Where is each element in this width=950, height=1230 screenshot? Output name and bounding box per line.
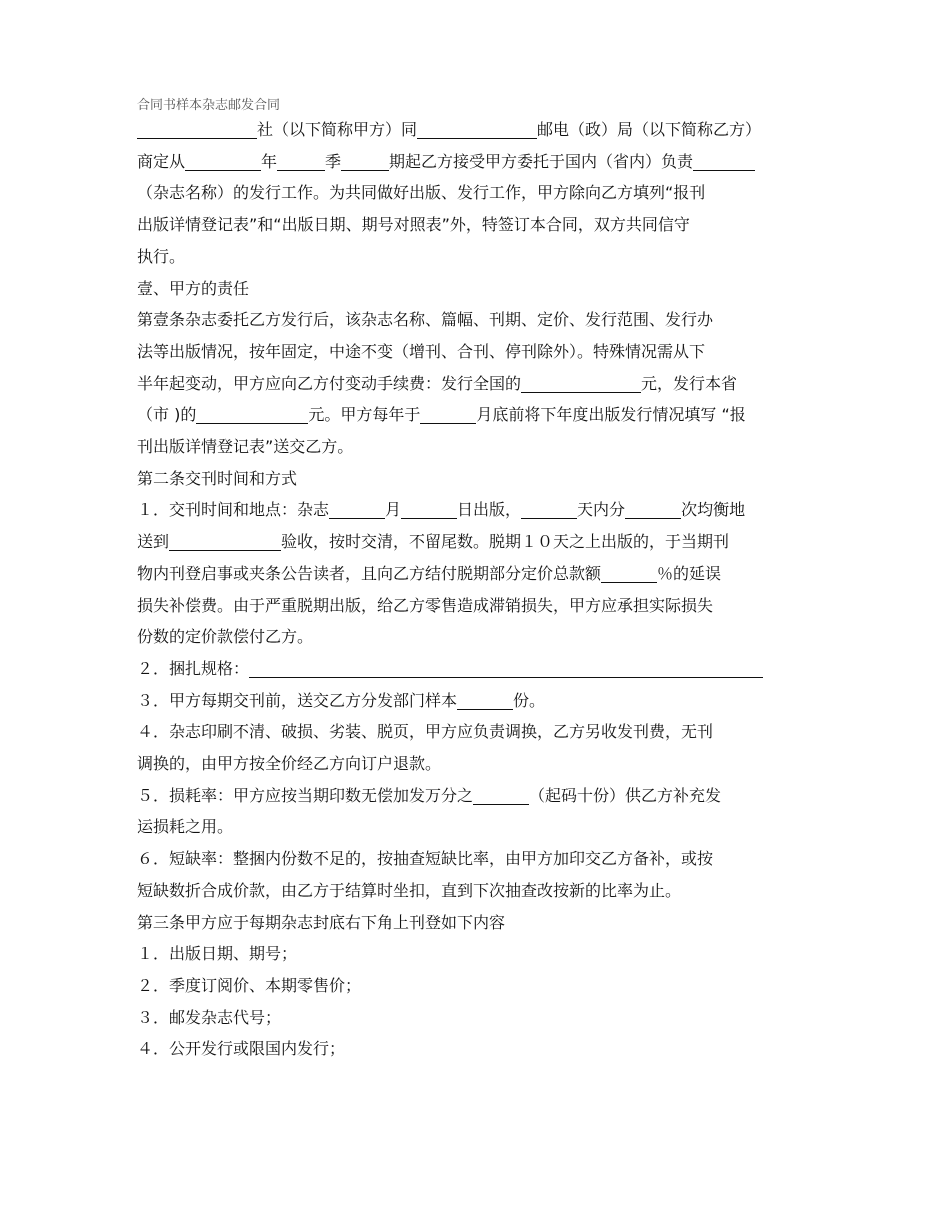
issue-blank[interactable] (341, 150, 389, 171)
sample-count-blank[interactable] (457, 689, 513, 710)
clause-line: 损失补偿费。由于严重脱期出版，给乙方零售造成滞销损失，甲方应承担实际损失 (137, 595, 714, 615)
intro-line: 社（以下简称甲方）同 邮电（政）局（以下简称乙方） (137, 114, 827, 146)
clause-line: 份数的定价款偿付乙方。 (137, 627, 314, 647)
clause-line: 运损耗之用。 (137, 817, 234, 837)
clause-line: 刊出版详情登记表”送交乙方。 (137, 437, 354, 457)
publish-month-blank[interactable] (329, 498, 385, 519)
document-header-title: 合同书样本杂志邮发合同 (137, 98, 281, 113)
clause-line: 法等出版情况，按年固定，中途不变（增刊、合刊、停刊除外）。特殊情况需从下 (137, 341, 706, 361)
contract-body (137, 114, 827, 1065)
month-deadline-blank[interactable] (420, 403, 476, 424)
magazine-name-blank[interactable] (693, 150, 755, 171)
list-item: ４．公开发行或限国内发行； (137, 1039, 346, 1059)
delivery-location-blank[interactable] (169, 530, 281, 551)
list-item: １．出版日期、期号； (137, 944, 298, 964)
clause-line: （市 )的 元。甲方每年于 月底前将下年度出版发行情况填写 “报 (137, 405, 746, 425)
clause-line: 半年起变动，甲方应向乙方付变动手续费：发行全国的 元，发行本省 (137, 373, 738, 393)
clause-line: 第壹条杂志委托乙方发行后，该杂志名称、篇幅、刊期、定价、发行范围、发行办 (137, 310, 714, 330)
clause-line: 调换的，由甲方按全价经乙方向订户退款。 (137, 754, 442, 774)
clause-line: ４．杂志印刷不清、破损、劣装、脱页，甲方应负责调换，乙方另收发刊费，无刊 (137, 722, 714, 742)
clause-line: ６．短缺率：整捆内份数不足的，按抽查短缺比率，由甲方加印交乙方备补，或按 (137, 849, 714, 869)
delivery-batches-blank[interactable] (625, 498, 681, 519)
list-item: ３．邮发杂志代号； (137, 1007, 282, 1027)
year-blank[interactable] (185, 150, 261, 171)
clause-line: 送到 验收，按时交清，不留尾数。脱期１０天之上出版的，于当期刊 (137, 532, 730, 552)
publish-day-blank[interactable] (401, 498, 457, 519)
publisher-name-blank[interactable] (137, 118, 257, 139)
delay-percent-blank[interactable] (601, 562, 657, 583)
section-heading: 第三条甲方应于每期杂志封底右下角上刊登如下内容 (137, 912, 506, 932)
post-office-name-blank[interactable] (417, 118, 537, 139)
section-heading: 第二条交刊时间和方式 (137, 468, 298, 488)
clause-line: ５．损耗率：甲方应按当期印数无偿加发万分之 （起码十份）供乙方补充发 (137, 785, 722, 805)
national-fee-blank[interactable] (521, 372, 641, 393)
provincial-fee-blank[interactable] (196, 403, 308, 424)
intro-line: （杂志名称）的发行工作。为共同做好出版、发行工作，甲方除向乙方填列“报刊 (137, 183, 706, 203)
clause-line: ３．甲方每期交刊前，送交乙方分发部门样本 份。 (137, 690, 546, 710)
delivery-days-blank[interactable] (521, 498, 577, 519)
section-heading: 壹、甲方的责任 (137, 278, 250, 298)
list-item: ２．季度订阅价、本期零售价； (137, 975, 362, 995)
season-blank[interactable] (277, 150, 325, 171)
loss-rate-blank[interactable] (473, 784, 529, 805)
clause-line: 短缺数折合成价款，由乙方于结算时坐扣，直到下次抽查改按新的比率为止。 (137, 880, 682, 900)
clause-line: １．交刊时间和地点：杂志 月 日出版， 天内分 次均衡地 (137, 500, 746, 520)
bundling-spec-blank[interactable] (249, 657, 763, 678)
clause-line: 物内刊登启事或夹条公告读者，且向乙方结付脱期部分定价总款额 ％的延误 (137, 563, 722, 583)
clause-line: ２．捆扎规格： (137, 653, 827, 685)
intro-line: 执行。 (137, 246, 186, 266)
intro-line: 商定从 年 季 期起乙方接受甲方委托于国内（省内）负责 (137, 146, 827, 178)
intro-line: 出版详情登记表”和“出版日期、期号对照表”外，特签订本合同，双方共同信守 (137, 215, 690, 235)
